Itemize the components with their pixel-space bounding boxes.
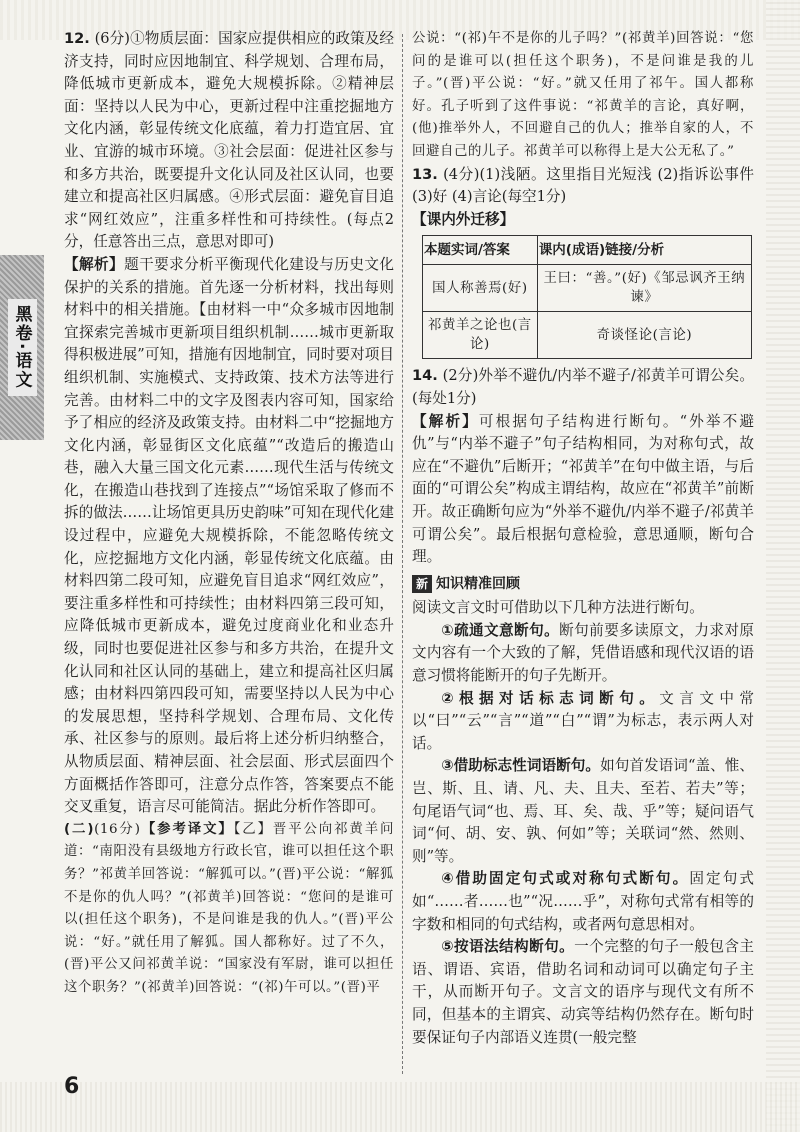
knowledge-review-title: 知识精准回顾: [436, 575, 521, 592]
question-14-answer: (2分)外举不避仇/内举不避子/祁黄羊可谓公矣。(每处1分): [412, 367, 755, 407]
page-number: 6: [64, 1074, 80, 1099]
table-cell: 奇谈怪论(言论): [537, 312, 751, 359]
question-13: [412, 164, 754, 209]
method-title: ①疏通文意断句。: [441, 621, 560, 639]
method-2: [412, 688, 754, 756]
scan-noise-right: [766, 0, 800, 1132]
right-column: [412, 28, 754, 1049]
table-row: [423, 265, 752, 312]
section-2: [64, 819, 394, 1000]
question-14: [412, 365, 754, 410]
table-header: 本题实词/答案: [423, 236, 538, 265]
question-12: [64, 28, 394, 254]
review-intro: 阅读文言文时可借助以下几种方法进行断句。: [412, 599, 704, 617]
section-2-score: (16分): [94, 821, 141, 837]
question-13-answer: (4分)(1)浅陋。这里指目光短浅 (2)指诉讼事件 (3)好 (4)言论(每空1分): [412, 165, 754, 206]
analysis-label: 【解析】: [412, 412, 479, 430]
section-2-label: (二): [64, 821, 95, 837]
method-text: 如句首发语词“盖、惟、岂、斯、且、请、凡、夫、且夫、至若、若夫”等；句尾语气词“也、焉、耳、矣、哉、乎”等；疑问语气词“何、胡、安、孰、何如”等；关联词“然、然则、则”等。: [412, 757, 755, 865]
method-title: ③借助标志性词语断句。: [441, 757, 601, 775]
table-header-row: [423, 236, 752, 265]
method-3: [412, 755, 754, 868]
transfer-table: [422, 235, 752, 359]
transfer-label: 【课内外迁移】: [412, 210, 515, 228]
method-5: [412, 936, 754, 1049]
table-cell: 王曰：“善。”(好)《邹忌讽齐王纳谏》: [537, 265, 751, 312]
method-title: ②根据对话标志词断句。: [441, 689, 660, 707]
question-12-answer: (6分)①物质层面：国家应提供相应的政策及经济支持，同时应因地制宜、科学规划、合理布局，降低城市更新成本，避免大规模拆除。②精神层面：坚持以人民为中心，更新过程中注重挖掘地方文化内涵，彰显传统文化底蕴，着力打造宜居、宜业、宜游的城市环境。③社会层面：促进社区参与和多方共治，既要提升文化认同及社区认同，也要建立和提高社区归属感。④形式层面：避免盲目追求“网红效应”，注重多样性和可持续性。(每点2分，任意答出三点，意思对即可): [64, 30, 394, 251]
method-text: 固定句式如“……者……也”“况……乎”，对称句式常有相等的字数和相同的句式结构，或者两句意思相对。: [412, 870, 754, 933]
table-row: [423, 312, 752, 359]
new-badge: 新: [412, 575, 432, 593]
method-title: ④借助固定句式或对称句式断句。: [441, 870, 690, 888]
method-1: [412, 620, 754, 688]
scan-noise-bottom: [0, 1082, 800, 1132]
left-column: [64, 28, 394, 1000]
knowledge-review-heading: [412, 573, 754, 596]
question-12-analysis: [64, 254, 394, 819]
analysis-text: 题干要求分析平衡现代化建设与历史文化保护的关系的措施。首先逐一分析材料，找出每则材料中的相关措施。【由材料一中“众多城市因地制宜探索完善城市更新项目组织机制……城市更新取得积极进展”可知，措施有因地制宜，同时要对项目组织机制、实施模式、支持政策、技术方法等进行完善。由材料二中的文字及图表内容可知，国家给予了相应的经济及政策支持。由材料二中“挖掘地方文化内涵，彰显街区文化底蕴”“改造后的搬造山巷，融入大量三国文化元素……现代生活与传统文化，在搬造山巷找到了连接点”“场馆采取了修而不拆的做法……让场馆更具历史韵味”可知在现代化建设过程中，应避免大规模拆除，不能忽略传统文化，应挖掘地方文化内涵，彰显传统文化底蕴。由材料四第二段可知，应避免盲目追求“网红效应”，要注重多样性和可持续性；由材料四第三段可知，应降低城市更新成本，避免过度商业化和业态升级，同时也要促进社区参与和多方共治，在提升文化认同和社区认同的基础上，建立和提高社区归属感；由材料四第四段可知，需要坚持以人民为中心的发展思想，坚持科学规划、合理布局、文化传承、社区参与的原则。最后将上述分析归纳整合，从物质层面、精神层面、社会层面、形式层面四个方面概括作答即可，注意分点作答，答案要点不能交叉重复，语言尽可能简洁。据此分析作答即可。: [64, 255, 394, 816]
side-tab-label: 黑卷·语文: [8, 299, 37, 395]
question-14-analysis: [412, 411, 754, 569]
method-text: 一个完整的句子一般包含主语、谓语、宾语，借助名词和动词可以确定句子主干，从而断开句子。文言文的语序与现代文有所不同，但基本的主谓宾、动宾等结构仍然存在。断句时要保证句子内部语义连贯(一般完整: [412, 938, 754, 1046]
column-divider: [402, 34, 403, 1074]
method-title: ⑤按语法结构断句。: [441, 938, 575, 956]
translation-continued: 公说：“(祁)午不是你的儿子吗？”(祁黄羊)回答说：“您问的是谁可以(担任这个职务)，不是问谁是我的儿子。”(晋)平公说：“好。”就又任用了祁午。国人都称好。孔子听到了这件事说：“祁黄羊的言论，真好啊，(他)推举外人，不回避自己的仇人；推举自家的人，不回避自己的儿子。祁黄羊可以称得上是大公无私了。”: [412, 31, 754, 159]
question-14-number: 14.: [412, 367, 438, 385]
table-cell: 祁黄羊之论也(言论): [423, 312, 538, 359]
table-cell: 国人称善焉(好): [423, 265, 538, 312]
reference-translation-label: 【参考译文】: [140, 821, 234, 837]
analysis-label: 【解析】: [64, 255, 125, 273]
method-4: [412, 868, 754, 936]
reference-translation-text: 【乙】晋平公向祁黄羊问道：“南阳没有县级地方行政长官，谁可以担任这个职务？”祁黄羊回答说：“解狐可以。”(晋)平公说：“解狐不是你的仇人吗？”(祁黄羊)回答说：“您问的是谁可以(担任这个职务)，不是问谁是我的仇人。”(晋)平公说：“好。”就任用了解狐。国人都称好。过了不久，(晋)平公又问祁黄羊说：“国家没有军尉，谁可以担任这个职务？”(祁黄羊)回答说：“(祁)午可以。”(晋)平: [64, 821, 394, 995]
table-header: 课内(成语)链接/分析: [537, 236, 751, 265]
question-13-number: 13.: [412, 165, 438, 183]
method-text: 文言文中常以“曰”“云”“言”“道”“白”“谓”为标志，表示两人对话。: [412, 689, 754, 752]
question-12-number: 12.: [64, 30, 90, 47]
side-tab: [0, 255, 44, 440]
analysis-text: 可根据句子结构进行断句。“外举不避仇”与“内举不避子”句子结构相同，为对称句式，故应在“不避仇”后断开；“祁黄羊”在句中做主语，与后面的“可谓公矣”构成主谓结构，故应在“祁黄羊”前断开。故正确断句应为“外举不避仇/内举不避子/祁黄羊可谓公矣”。最后根据句意检验，意思通顺，断句合理。: [412, 412, 754, 566]
method-text: 断句前要多读原文，力求对原文内容有一个大致的了解，凭借语感和现代汉语的语意习惯将能断开的句子先断开。: [412, 621, 754, 685]
